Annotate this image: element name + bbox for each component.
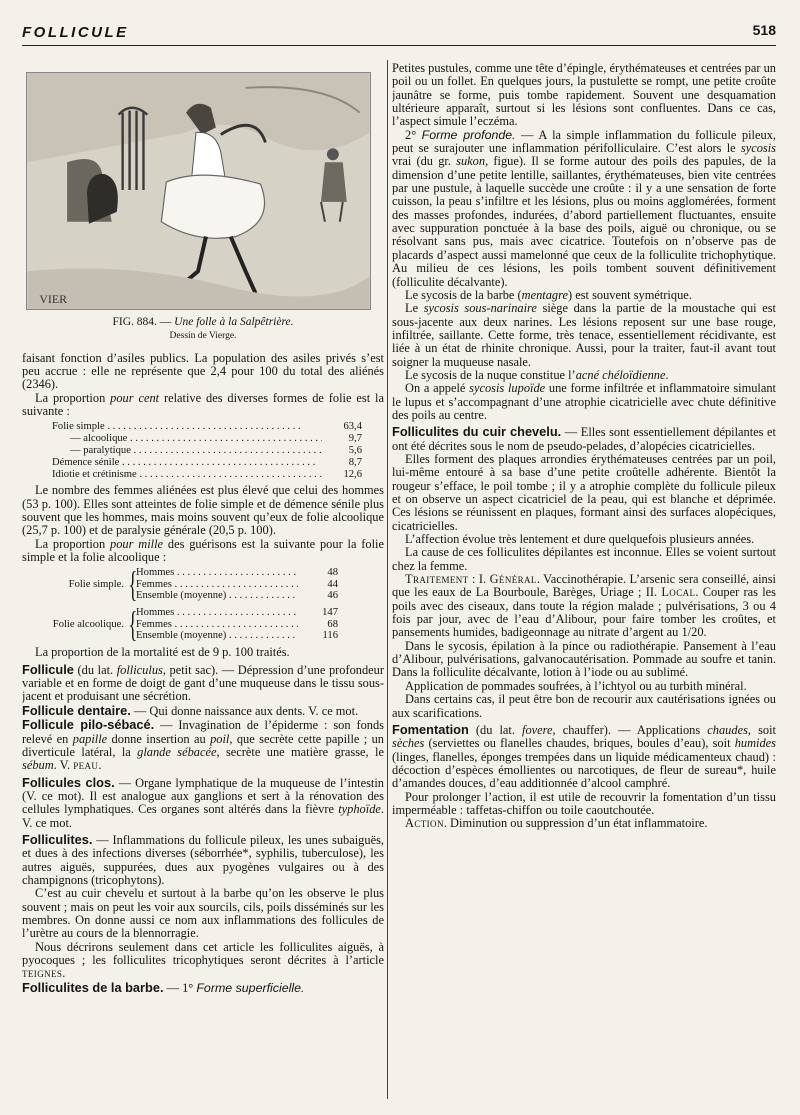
page-number: 518 <box>752 22 776 38</box>
paragraph-femmes: Le nombre des femmes aliénées est plus élevé que celui des hommes (53 p. 100). Elles sont atteintes de folie simple et de démence sénile plus souvent que les hommes, mais moins souvent qu’eux de folie alcoolique (25,7 p. 100) et de paralysie générale (20,5 p. 100). <box>22 483 384 538</box>
paragraph-forme-profonde: 2° Forme profonde. — A la simple inflammation du follicule pileux, peut se surajouter une inflammation périfolliculaire. C’est alors le sycosis vrai (du gr. sukon, figue). Il se forme autour des poils des papules, de la dimension d’une petite lentille, saillantes, érythémateuses, bien vite centrées par une pustule, à laquelle succède une croûte : il y a une sensation de forte cuisson, la peau s’infiltre et les lésions, plus ou moins agglomérées, forment des masses profondes, indurées, d’abord partiellement fluctuantes, ensuite avec suppuration ponctuée à la base des poils, aiguë ou chronique, ou se résolvant sans pus, mais avec cicatrice. Toutefois on n’observe pas de placards d’aspect aussi mamelonné que ceux de la folliculite trichophytique. Au milieu de ces lésions, les poils tombent souvent définitivement (folliculite décalvante). <box>392 127 776 289</box>
entry-follicules-clos: Follicules clos. — Organe lymphatique de la muqueuse de l’intestin (V. ce mot). Il est analogue aux ganglions et sert à la rénovation des cellules lymphatiques. Ces organes sont altérés dans la fièvre typhoïde. V. ce mot. <box>22 774 384 830</box>
list-item: Femmes . . . 68 <box>136 619 338 631</box>
figure-title: Une folle à la Salpêtrière. <box>174 316 294 328</box>
entry-folliculites-barbe: Folliculites de la barbe. — 1° Forme superficielle. <box>22 979 305 995</box>
paragraph-proportion: La proportion pour cent relative des diverses formes de folie est la suivante : <box>22 390 384 419</box>
paragraph-cause: La cause de ces folliculites dépilantes est inconnue. Elles se voient surtout chez la femme. <box>392 545 776 573</box>
list-item: Ensemble (moyenne) . . . 46 <box>136 590 338 602</box>
entry-follicule: Follicule (du lat. folliculus, petit sac). — Dépression d’une profondeur variable et en forme de doigt de gant d’une muqueuse dans le tissu sous-jacent et produisant une sécrétion. <box>22 661 384 704</box>
paragraph-traitement: Traitement : I. Général. Vaccinothérapie. L’arsenic sera conseillé, ainsi que les eaux de La Bourboule, Barèges, Uriage ; II. Local. Couper ras les poils avec des ciseaux, dans toute la région malade ; pulvérisations, 3 ou 4 fois par jour, avec de l’eau d’Alibour, pour faire tomber les croûtes, et pansements humides, badigeonnage au nitrate d’argent au 1/20. <box>392 572 776 640</box>
figure-number: FIG. 884. <box>112 316 157 328</box>
paragraph-guerisons: La proportion pour mille des guérisons est la suivante pour la folie simple et la folie alcoolique : <box>22 536 384 565</box>
folie-forms-list <box>52 421 362 480</box>
list-item: Hommes . . . 147 <box>136 607 338 619</box>
paragraph-cuir: C’est au cuir chevelu et surtout à la barbe qu’on les observe le plus souvent ; mais on peut les voir aux sourcils, cils, poils disséminés sur les membres. On donne aussi ce nom aux inflammations des follicules de l’urètre au cours de la blennorragie. <box>22 886 384 941</box>
group-folie-alcoolique: Folie alcoolique. { Hommes . . . 147 Femmes . . . 68 Ensemble (moyenne) . . . 116 <box>34 606 384 642</box>
paragraph-prolonger: Pour prolonger l’action, il est utile de recouvrir la fomentation d’un tissu imperméable : taffetas-chiffon ou toile caoutchoutée. <box>392 789 776 817</box>
entry-folliculites: Folliculites. — Inflammations du follicule pileux, les unes subaiguës, et dues à des infections diverses (séborrhée*, syphilis, tuberculose), les autres aiguës, suppurées, dues aux pyogènes vulgaires ou à des champignons (tricophytons). <box>22 831 384 887</box>
list-item: Femmes . . . 44 <box>136 579 338 591</box>
running-head <box>22 20 776 46</box>
list-item: Folie simple . . . 63,4 <box>52 421 362 433</box>
entry-follicule-pilo-sebace: Follicule pilo-sébacé. — Invagination de l’épiderme : son fonds relevé en papille donne insertion au poil, que secrète cette papille ; un diverticule latéral, la glande sébacée, secrète une matière grasse, le sébum. V. peau. <box>22 717 384 773</box>
artist-signature: VIER <box>39 292 68 307</box>
paragraph-decrirons: Nous décrirons seulement dans cet article les folliculites aiguës, à pyocoques ; les folliculites tricophytiques seront décrites à l’article teignes. <box>22 939 384 981</box>
running-head-title: FOLLICULE <box>22 24 129 41</box>
entry-fomentation: Fomentation (du lat. fovere, chauffer). — Applications chaudes, soit sèches (serviettes ou flanelles chaudes, briques, boules d’eau), soit humides (linges, flanelles, éponges trempées dans un liquide médicamenteux chaud) : décoction d’espèces émollientes ou narcotiques, de fleur de sureau*, huile d’amandes douces, d’eau additionnée d’alcool camphré. <box>392 721 776 791</box>
list-item: Hommes . . . 48 <box>136 567 338 579</box>
list-item: Ensemble (moyenne) . . . 116 <box>136 630 338 642</box>
list-item: — paralytique . . . 5,6 <box>52 445 362 457</box>
paragraph-lupoide: On a appelé sycosis lupoïde une forme infiltrée et inflammatoire simulant le lupus et s’accompagnant d’une atrophie cicatricielle avec chute définitive des poils au centre. <box>392 381 776 422</box>
paragraph-certains-cas: Dans certains cas, il peut être bon de recourir aux cautérisations ignées ou aux scarifications. <box>392 692 776 720</box>
paragraph-pustules: Petites pustules, comme une tête d’épingle, érythémateuses et centrées par un poil ou un follet. En quelques jours, la pustulette se rompt, une petite croûte jaunâtre se forme, puis tombe rapidement. Souvent une desquamation ultérieure apparaît, surtout si les lésions sont confluentes. Dans ce cas, l’aspect simule l’eczéma. <box>392 62 776 129</box>
paragraph-nuque: Le sycosis de la nuque constitue l’acné chéloïdienne. <box>405 367 669 382</box>
list-item: — alcoolique . . . 9,7 <box>52 433 362 445</box>
paragraph-plaques: Elles forment des plaques arrondies érythémateuses centrées par un poil, lui-même entouré à sa base d’une petite croûtelle adhérente. Bientôt la rougeur s’efface, le poil tombe ; il y a atrophie complète du follicule pileux et on observe un aspect cicatriciel de la peau, qui est blanche et déprimée. Ces lésions se réunissent en plaques, formant ainsi des surfaces alopéciques, cicatricielles. <box>392 451 776 533</box>
group-folie-simple: Folie simple. { Hommes . . . 48 Femmes . . . 44 Ensemble (moyenne) . . . 46 <box>34 566 384 602</box>
paragraph-application: Application de pommades soufrées, à l’ichtyol ou au turbith minéral. <box>405 678 747 693</box>
list-item: Démence sénile . . . 8,7 <box>52 457 362 469</box>
list-item: Idiotie et crétinisme . . . 12,6 <box>52 469 362 481</box>
entry-follicule-dentaire: Follicule dentaire. — Qui donne naissance aux dents. V. ce mot. <box>22 702 359 718</box>
paragraph-mortalite: La proportion de la mortalité est de 9 p. 100 traités. <box>35 645 290 660</box>
column-divider <box>387 60 388 1099</box>
paragraph-affection: L’affection évolue très lentement et dure quelquefois plusieurs années. <box>405 532 755 547</box>
paragraph-mentagre: Le sycosis de la barbe (mentagre) est souvent symétrique. <box>405 287 692 302</box>
paragraph-sycosis-treatment: Dans le sycosis, épilation à la pince ou radiothérapie. Pansement à l’eau d’Alibour, pulvérisations, galvanocautérisation. Pommade au soufre et tanin. Dans la folliculite décalvante, lotion à l’iode ou au sublimé. <box>392 638 776 680</box>
figure-credit: Dessin de Vierge. <box>169 331 237 342</box>
paragraph-sous-narinaire: Le sycosis sous-narinaire siège dans la partie de la moustache qui est sous-jacente aux deux narines. Les lésions reposent sur une base rouge, infiltrée, saillante. Cette forme, très tenace, essentiellement récidivante, est liée à un état de rhinite chronique. Aussi, pour la traiter, faut-il avant tout soigner la muqueuse nasale. <box>392 301 776 369</box>
left-column <box>22 62 384 1107</box>
figure-caption: FIG. 884. — Une folle à la Salpêtrière. <box>112 316 294 328</box>
paragraph-asiles: faisant fonction d’asiles publics. La population des asiles privés s’est peu accrue : elle ne représente que 2,4 pour 100 du total des aliénés (2346). <box>22 350 384 392</box>
figure-illustration <box>26 72 371 310</box>
paragraph-action: Action. Diminution ou suppression d’un état inflammatoire. <box>405 816 708 831</box>
entry-folliculites-cuir-chevelu: Folliculites du cuir chevelu. — Elles sont essentiellement dépilantes et ont été décrites sous le nom de pseudo-pelades, d’alopécies cicatricielles. <box>392 424 776 453</box>
salpetriere-drawing <box>27 73 370 309</box>
right-column <box>392 62 776 1107</box>
